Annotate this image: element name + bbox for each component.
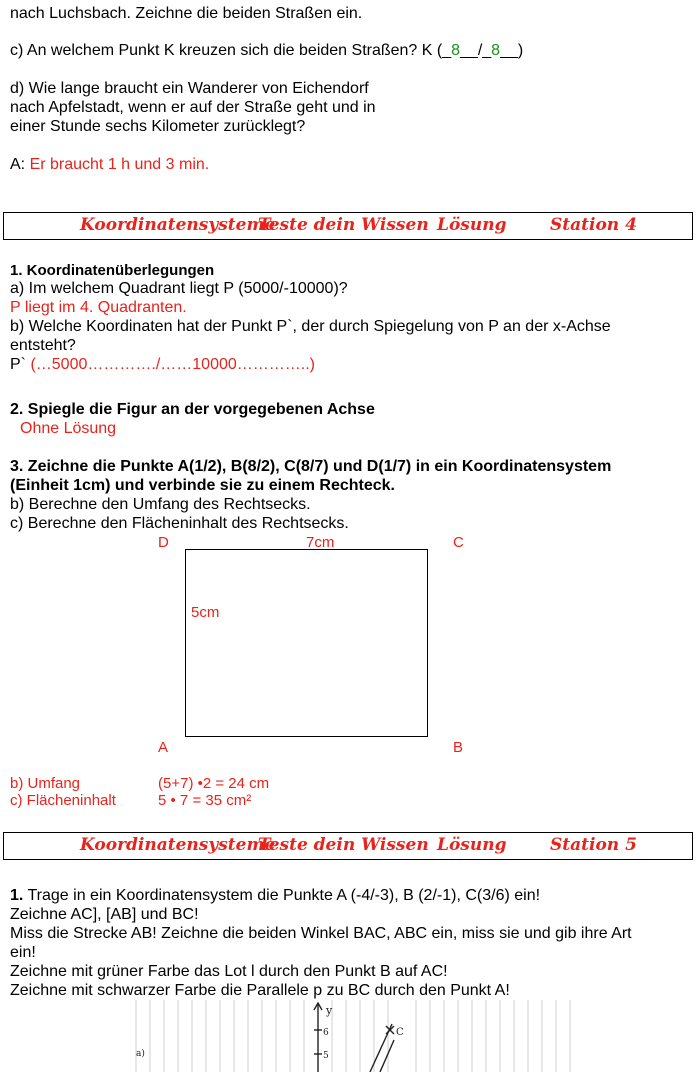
- answer-d: [10, 155, 209, 174]
- s4-flaeche-value: 5 • 7 = 35 cm²: [158, 792, 252, 809]
- rect-label-c: C: [453, 534, 464, 551]
- banner-solution: Lösung: [437, 215, 507, 235]
- s5-q1-line5: Zeichne mit grüner Farbe das Lot l durch den Punkt B auf AC!: [10, 963, 448, 980]
- s5-q1-line1: [10, 886, 540, 905]
- coordinate-sketch: [130, 1000, 670, 1072]
- banner-station: Station 5: [550, 835, 637, 855]
- text-line-luchsbach: nach Luchsbach. Zeichne die beiden Straßen ein.: [10, 5, 363, 22]
- sketch-tick-6: 6: [323, 1028, 329, 1038]
- answer-prefix: A:: [10, 156, 30, 173]
- s4-q1-b-answer: (…5000…………./……10000…………..): [30, 356, 315, 373]
- banner-subtitle: Teste dein Wissen: [258, 835, 429, 855]
- s4-q1-a: a) Im welchem Quadrant liegt P (5000/-10000)?: [10, 280, 348, 297]
- s4-umfang-label: b) Umfang: [10, 775, 81, 792]
- sketch-point-c: C: [396, 1027, 404, 1038]
- answer-d-text: Er braucht 1 h und 3 min.: [29, 156, 210, 173]
- s4-q3-c: c) Berechne den Flächeninhalt des Rechtsecks.: [10, 515, 349, 532]
- s4-q1-title: 1. Koordinatenüberlegungen: [10, 262, 215, 279]
- s5-q1-text: Trage in ein Koordinatensystem die Punkte A (-4/-3), B (2/-1), C(3/6) ein!: [23, 887, 541, 904]
- rect-label-d: D: [158, 534, 169, 551]
- rect-label-top-length: 7cm: [306, 534, 335, 551]
- answer-k-x: 8: [451, 42, 461, 59]
- s4-q1-b-line2: entsteht?: [10, 337, 76, 354]
- rect-label-side-length: 5cm: [191, 604, 220, 621]
- banner-solution: Lösung: [437, 835, 507, 855]
- s5-q1-line3: Miss die Strecke AB! Zeichne die beiden Winkel BAC, ABC ein, miss sie und gib ihre Art: [10, 925, 632, 942]
- s4-q3-title-line1: 3. Zeichne die Punkte A(1/2), B(8/2), C(8/7) und D(1/7) in ein Koordinatensystem: [10, 458, 612, 475]
- station-5-banner: [3, 832, 693, 860]
- s5-q1-line4: ein!: [10, 944, 36, 961]
- sketch-part-label: a): [136, 1049, 145, 1059]
- s4-flaeche-label: c) Flächeninhalt: [10, 792, 116, 809]
- rectangle-abcd: [185, 549, 428, 737]
- rect-label-a: A: [158, 739, 169, 756]
- s5-q1-number: 1.: [10, 887, 24, 904]
- s5-q1-line6: Zeichne mit schwarzer Farbe die Parallele p zu BC durch den Punkt A!: [10, 982, 510, 999]
- question-d-line2: nach Apfelstadt, wenn er auf der Straße geht und in: [10, 99, 376, 116]
- y-axis: [314, 1003, 322, 1072]
- sketch-axis-label: y: [326, 1004, 333, 1017]
- rect-label-b: B: [453, 739, 464, 756]
- station-4-banner: [3, 212, 693, 240]
- s5-q1-line2: Zeichne AC], [AB] und BC!: [10, 906, 199, 923]
- grid-lines: [136, 1000, 570, 1072]
- banner-station: Station 4: [550, 215, 637, 235]
- banner-title: Koordinatensysteme: [80, 215, 276, 235]
- banner-title: Koordinatensysteme: [80, 835, 276, 855]
- question-d-line3: einer Stunde sechs Kilometer zurücklegt?: [10, 118, 306, 135]
- question-c-text: c) An welchem Punkt K kreuzen sich die beiden Straßen? K (: [10, 42, 443, 59]
- s4-q2-title: 2. Spiegle die Figur an der vorgegebenen Achse: [10, 401, 375, 418]
- s4-q1-b-line1: b) Welche Koordinaten hat der Punkt P`, der durch Spiegelung von P an der x-Achse: [10, 318, 611, 335]
- question-d-line1: d) Wie lange braucht ein Wanderer von Eichendorf: [10, 80, 369, 97]
- s4-q1-a-answer: P liegt im 4. Quadranten.: [10, 299, 187, 316]
- s4-q1-b-answer-line: [10, 355, 315, 374]
- answer-k-y: 8: [491, 42, 501, 59]
- s4-q3-title-line2: (Einheit 1cm) und verbinde sie zu einem Rechteck.: [10, 477, 395, 494]
- s4-q1-b-prefix: P`: [10, 356, 31, 373]
- sketch-tick-5: 5: [323, 1051, 329, 1061]
- banner-subtitle: Teste dein Wissen: [258, 215, 429, 235]
- s4-umfang-value: (5+7) •2 = 24 cm: [158, 775, 270, 792]
- s4-q3-b: b) Berechne den Umfang des Rechtsecks.: [10, 496, 311, 513]
- question-c: c) An welchem Punkt K kreuzen sich die beiden Straßen? K (_8__/_8__): [10, 42, 524, 59]
- s4-q2-answer: Ohne Lösung: [20, 420, 117, 437]
